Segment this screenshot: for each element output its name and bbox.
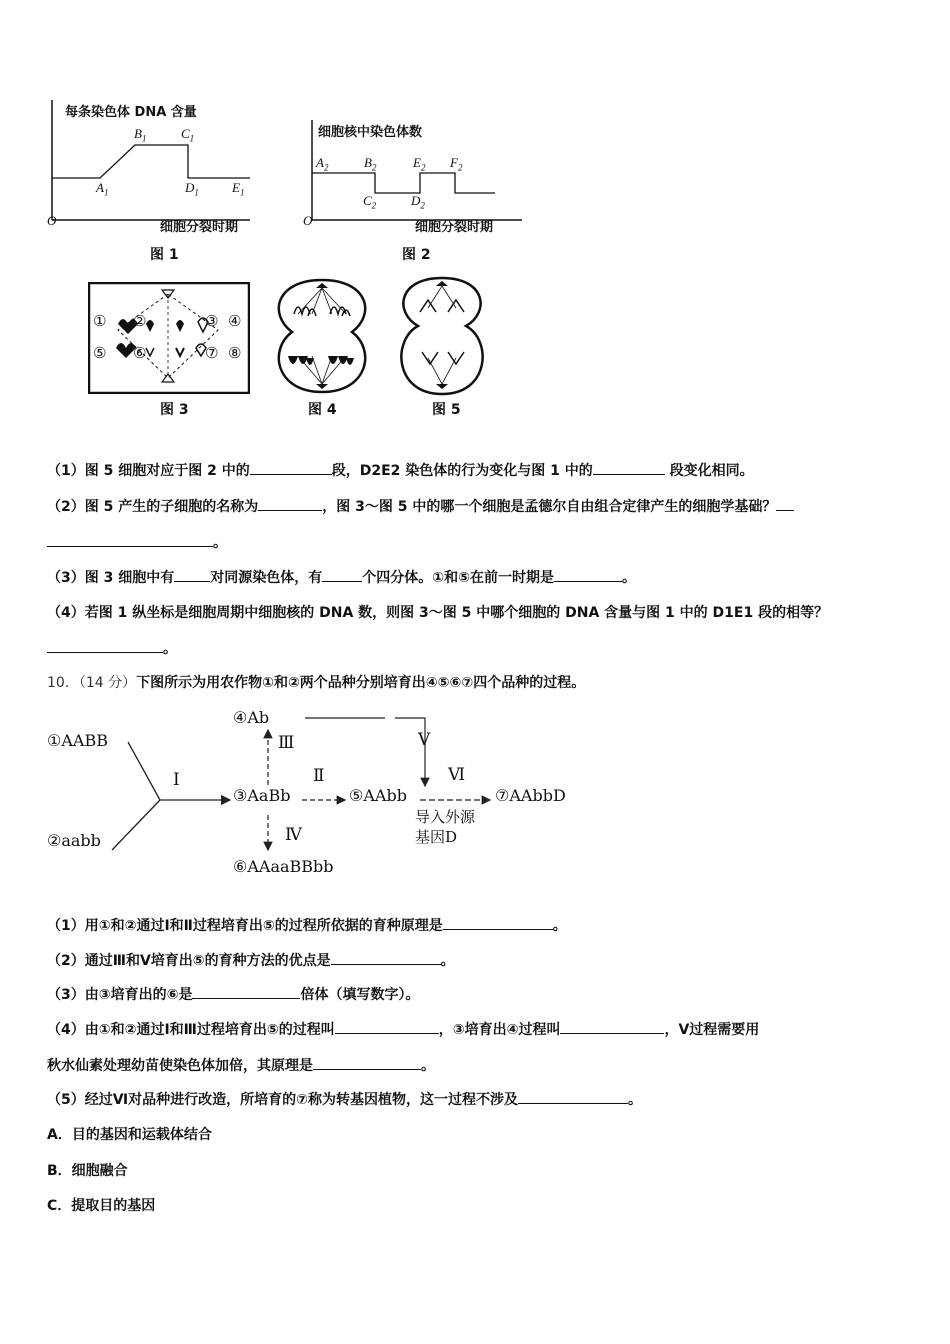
q10-subquestion-5: （5）经过Ⅵ对品种进行改造，所培育的⑦称为转基因植物，这一过程不涉及 。 bbox=[47, 1089, 642, 1109]
q10-process-4: Ⅳ bbox=[285, 825, 302, 845]
fig2-point-b: $B_2$ bbox=[364, 155, 377, 173]
fig2-x-label: 细胞分裂时期 bbox=[415, 220, 494, 235]
fig1-point-d: $D_1$ bbox=[185, 180, 199, 198]
q10-subquestion-3: （3）由③培育出的⑥是 倍体（填写数字）。 bbox=[47, 984, 419, 1004]
q10-node-2: ②aabb bbox=[47, 831, 101, 850]
q10-header bbox=[47, 672, 585, 692]
fig3-label-8: ⑧ bbox=[228, 344, 242, 362]
q10-blank-4c[interactable] bbox=[313, 1055, 421, 1070]
fig3-chromosome-2 bbox=[146, 320, 154, 332]
fig3-label-6: ⑥ bbox=[133, 344, 147, 362]
q9-blank-2a[interactable] bbox=[258, 496, 322, 511]
fig2-point-c: $C_2$ bbox=[363, 193, 377, 211]
fig2-curve bbox=[312, 173, 495, 193]
fig2-point-d: $D_2$ bbox=[411, 193, 425, 211]
q10-node-3: ③AaBb bbox=[233, 786, 291, 805]
figure-1-graph bbox=[40, 100, 260, 235]
fig2-y-label: 细胞核中染色体数 bbox=[318, 125, 423, 140]
fig1-point-a: $A_1$ bbox=[96, 180, 109, 198]
q10-option-a[interactable]: A．目的基因和运载体结合 bbox=[47, 1127, 212, 1143]
q9-subquestion-4: （4）若图 1 纵坐标是细胞周期中细胞核的 DNA 数，则图 3～图 5 中哪个细胞的 DNA 含量与图 1 中的 D1E1 段的相等？ bbox=[47, 605, 829, 621]
fig2-point-f: $F_2$ bbox=[450, 155, 463, 173]
fig3-chromosome-7 bbox=[176, 348, 184, 356]
fig1-origin: O bbox=[47, 213, 57, 228]
q10-process-1: Ⅰ bbox=[173, 770, 180, 790]
figure-4-cell bbox=[268, 276, 376, 396]
fig3-caption: 图 3 bbox=[160, 402, 189, 418]
q9-blank-2b[interactable] bbox=[776, 496, 794, 511]
q9-subquestion-1: （1）图 5 细胞对应于图 2 中的 段，D2E2 染色体的行为变化与图 1 中的 段变化相同。 bbox=[47, 460, 754, 480]
q10-node-4: ④Ab bbox=[233, 708, 270, 727]
q10-node-5: ⑤AAbb bbox=[349, 786, 407, 805]
fig1-point-e: $E_1$ bbox=[232, 180, 245, 198]
q10-subquestion-4-cont: 秋水仙素处理幼苗使染色体加倍，其原理是 。 bbox=[47, 1055, 435, 1075]
q10-option-c[interactable]: C．提取目的基因 bbox=[47, 1198, 156, 1214]
q9-blank-4[interactable] bbox=[47, 638, 163, 653]
q10-node-6: ⑥AAaaBBbb bbox=[233, 857, 334, 876]
figure-3-cell bbox=[88, 282, 250, 394]
fig4-caption: 图 4 bbox=[308, 402, 337, 418]
q10-process-5: Ⅴ bbox=[418, 730, 431, 750]
q10-blank-2[interactable] bbox=[331, 950, 441, 965]
fig1-y-label: 每条染色体 DNA 含量 bbox=[65, 105, 197, 120]
q9-subquestion-4-cont: 。 bbox=[47, 638, 177, 658]
fig2-origin: O bbox=[303, 213, 313, 228]
fig3-label-1: ① bbox=[93, 312, 107, 330]
fig3-label-3: ③ bbox=[205, 312, 219, 330]
figure-5-cell bbox=[392, 274, 492, 398]
q9-blank-3c[interactable] bbox=[554, 567, 622, 582]
fig3-label-4: ④ bbox=[228, 312, 242, 330]
q10-stem: 下图所示为用农作物①和②两个品种分别培育出④⑤⑥⑦四个品种的过程。 bbox=[136, 675, 586, 691]
fig1-x-label: 细胞分裂时期 bbox=[160, 220, 239, 235]
q9-blank-1b[interactable] bbox=[593, 460, 665, 475]
q10-process-2: Ⅱ bbox=[313, 766, 325, 786]
q10-subquestion-2: （2）通过Ⅲ和Ⅴ培育出⑤的育种方法的优点是 。 bbox=[47, 950, 455, 970]
fig2-point-a: $A_2$ bbox=[316, 155, 329, 173]
q10-process-6: Ⅵ bbox=[448, 765, 466, 785]
q10-node-1: ①AABB bbox=[47, 731, 108, 750]
q10-node-7: ⑦AAbbD bbox=[495, 786, 566, 805]
q10-option-b[interactable]: B．细胞融合 bbox=[47, 1163, 128, 1179]
q9-blank-2c[interactable] bbox=[47, 532, 213, 547]
q10-note-1: 导入外源 bbox=[415, 808, 476, 826]
fig5-caption: 图 5 bbox=[432, 402, 461, 418]
fig3-label-7: ⑦ bbox=[205, 344, 219, 362]
q9-subquestion-2: （2）图 5 产生的子细胞的名称为 ，图 3～图 5 中的哪一个细胞是孟德尔自由组合定律产生的细胞学基础？ bbox=[47, 496, 794, 516]
q10-blank-5[interactable] bbox=[518, 1089, 628, 1104]
q10-blank-1[interactable] bbox=[443, 915, 553, 930]
fig1-caption: 图 1 bbox=[150, 247, 179, 263]
fig3-chromosome-3 bbox=[176, 320, 184, 332]
fig3-label-2: ② bbox=[133, 312, 147, 330]
fig2-caption: 图 2 bbox=[402, 247, 431, 263]
q9-blank-3a[interactable] bbox=[174, 567, 210, 582]
q10-process-3: Ⅲ bbox=[278, 733, 295, 753]
q10-blank-4a[interactable] bbox=[335, 1019, 439, 1034]
q10-blank-3[interactable] bbox=[192, 984, 300, 999]
q10-subquestion-1: （1）用①和②通过Ⅰ和Ⅱ过程培育出⑤的过程所依据的育种原理是 。 bbox=[47, 915, 567, 935]
q9-blank-1a[interactable] bbox=[250, 460, 332, 475]
fig3-label-5: ⑤ bbox=[93, 344, 107, 362]
q10-note-2: 基因D bbox=[415, 828, 458, 846]
q9-subquestion-2-cont: 。 bbox=[47, 532, 227, 552]
fig1-point-b: $B_1$ bbox=[134, 126, 147, 144]
q10-number: 10．（14 分） bbox=[47, 675, 137, 691]
q10-blank-4b[interactable] bbox=[560, 1019, 664, 1034]
fig3-chromosome-6 bbox=[146, 348, 154, 356]
q10-subquestion-4: （4）由①和②通过Ⅰ和Ⅲ过程培育出⑤的过程叫 ，③培育出④过程叫 ，Ⅴ过程需要用 bbox=[47, 1019, 759, 1039]
fig1-curve bbox=[52, 145, 250, 178]
fig1-point-c: $C_1$ bbox=[181, 126, 195, 144]
q9-subquestion-3: （3）图 3 细胞中有 对同源染色体，有 个四分体。①和⑤在前一时期是 。 bbox=[47, 567, 636, 587]
fig2-point-e: $E_2$ bbox=[413, 155, 426, 173]
q9-blank-3b[interactable] bbox=[322, 567, 362, 582]
